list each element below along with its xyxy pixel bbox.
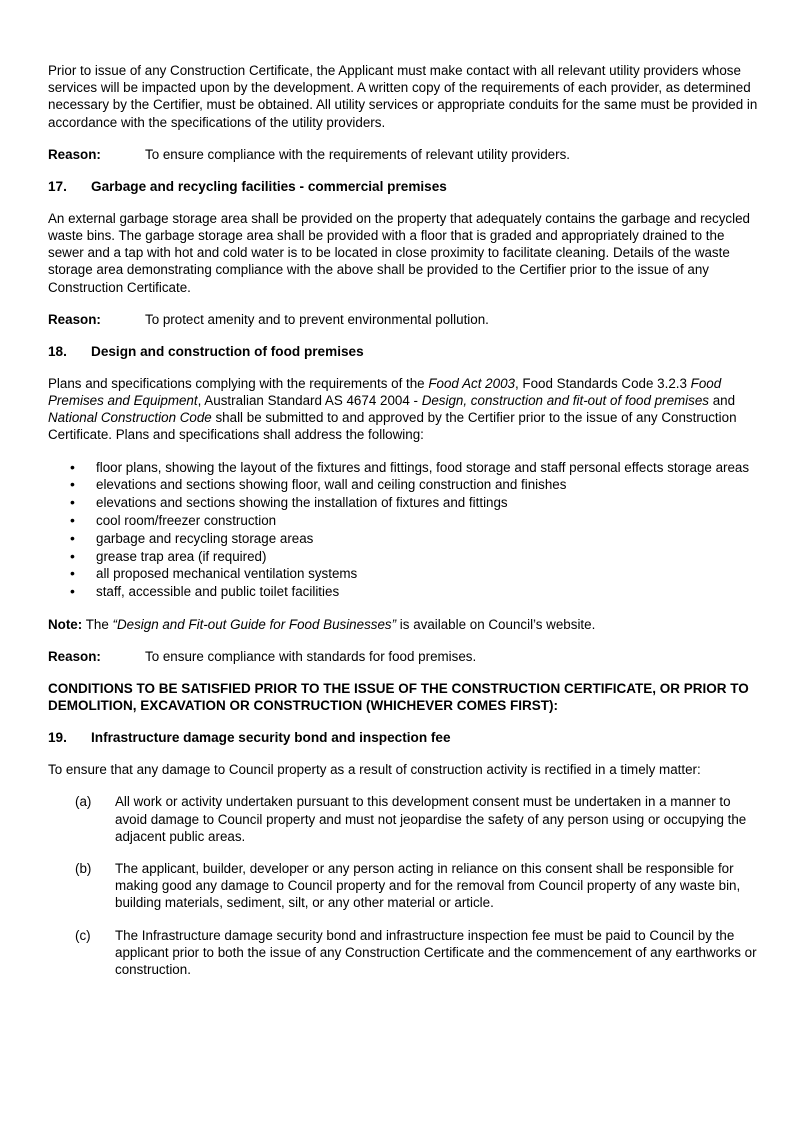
sub-item-c: (c) The Infrastructure damage security bond and infrastructure inspection fee must be paid to Council by the applicant prior to both the issue of any Construction Certificate and the commencement of any earthworks or construction. — [75, 927, 757, 978]
reason-label: Reason: — [48, 649, 101, 665]
sub-item-a: (a) All work or activity undertaken pursuant to this development consent must be undertaken in a manner to avoid damage to Council property and must not jeopardise the safety of any person using or occupying the adjacent public areas. — [75, 794, 747, 844]
reason-16 — [48, 146, 760, 163]
document-page — [48, 62, 760, 978]
conditions-heading: CONDITIONS TO BE SATISFIED PRIOR TO THE ISSUE OF THE CONSTRUCTION CERTIFICATE, OR PRIOR TO DEMOLITION, EXCAVATION OR CONSTRUCTION (WHICHEVER COMES FIRST): — [48, 681, 749, 714]
reason-text: To protect amenity and to prevent environmental pollution. — [145, 311, 489, 327]
section-18-heading: 18. Design and construction of food premises — [48, 343, 364, 359]
reason-17 — [48, 311, 760, 328]
reason-18 — [48, 648, 760, 665]
list-item: • elevations and sections showing floor, wall and ceiling construction and finishes — [48, 476, 760, 494]
utility-providers-paragraph: Prior to issue of any Construction Certificate, the Applicant must make contact with all relevant utility providers whose services will be impacted upon by the development. A written copy of the requirements of each provider, as determined necessary by the Certifier, must be obtained. All utility services or appropriate conduits for the same must be provided in accordance with the specifications of the utility providers. — [48, 63, 758, 130]
reason-label: Reason: — [48, 146, 101, 162]
note-paragraph: Note: The “Design and Fit-out Guide for Food Businesses” is available on Council’s website. — [48, 617, 596, 633]
section-19-heading: 19. Infrastructure damage security bond and inspection fee — [48, 730, 451, 746]
list-item: • cool room/freezer construction — [48, 512, 760, 530]
list-item: • all proposed mechanical ventilation systems — [48, 565, 760, 583]
reason-label: Reason: — [48, 311, 101, 327]
section-17-heading: 17. Garbage and recycling facilities - commercial premises — [48, 178, 447, 194]
list-item: • floor plans, showing the layout of the fixtures and fittings, food storage and staff personal effects storage areas — [48, 459, 760, 477]
section-17-body: An external garbage storage area shall be provided on the property that adequately contains the garbage and recycled waste bins. The garbage storage area shall be provided with a floor that is graded and appropriately drained to the sewer and a tap with hot and cold water is to be located in close proximity to facilitate cleaning. Details of the waste storage area demonstrating compliance with the above shall be provided to the Certifier prior to the issue of any Construction Certificate. — [48, 210, 750, 295]
requirements-list — [48, 459, 760, 601]
list-item: • elevations and sections showing the installation of fixtures and fittings — [48, 494, 760, 512]
reason-text: To ensure compliance with standards for food premises. — [145, 649, 477, 665]
section-18-body: Plans and specifications complying with the requirements of the Food Act 2003, Food Standards Code 3.2.3 Food Premises and Equipment, Australian Standard AS 4674 2004 - Design, construction and fit-out of food premises and National Construction Code shall be submitted to and approved by the Certifier prior to the issue of any Construction Certificate. Plans and specifications shall address the following: — [48, 375, 737, 443]
list-item: • grease trap area (if required) — [48, 548, 760, 566]
list-item: • staff, accessible and public toilet facilities — [48, 583, 760, 601]
reason-text: To ensure compliance with the requirements of relevant utility providers. — [145, 146, 570, 162]
section-19-body: To ensure that any damage to Council property as a result of construction activity is rectified in a timely matter: — [48, 762, 701, 778]
list-item: • garbage and recycling storage areas — [48, 530, 760, 548]
sub-item-b: (b) The applicant, builder, developer or any person acting in reliance on this consent shall be responsible for making good any damage to Council property and for the removal from Council property of any waste bin, building materials, sediment, silt, or any other material or article. — [75, 861, 741, 911]
